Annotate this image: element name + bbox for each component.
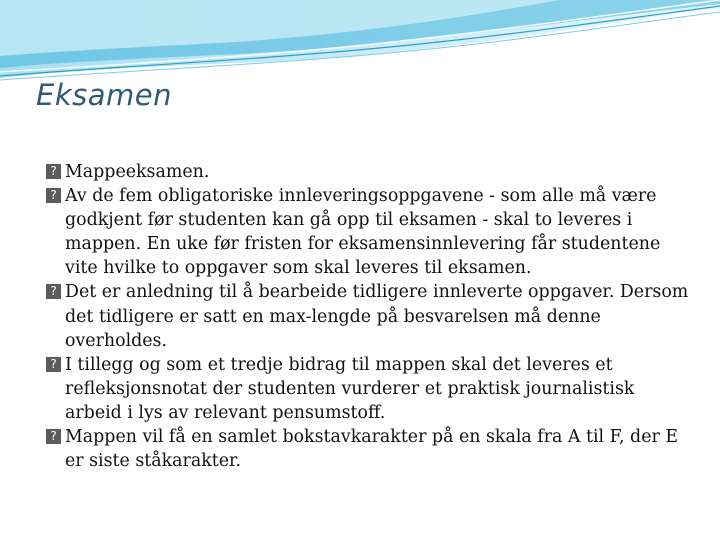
header-wave-decoration — [0, 0, 720, 90]
unknown-glyph-icon: ? — [46, 188, 61, 203]
bullet-item — [46, 160, 696, 184]
unknown-glyph-icon: ? — [46, 164, 61, 179]
bullet-text: Det er anledning til å bearbeide tidligere innleverte oppgaver. Dersom det tidligere er satt en max-lengde på besvarelsen må denne overholdes. — [65, 282, 689, 351]
slide-title: Eksamen — [36, 78, 172, 112]
bullet-item — [46, 280, 696, 352]
unknown-glyph-icon: ? — [46, 284, 61, 299]
bullet-item — [46, 353, 696, 425]
unknown-glyph-icon: ? — [46, 357, 61, 372]
bullet-text: Mappeeksamen. — [65, 162, 210, 182]
bullet-list — [46, 160, 696, 473]
unknown-glyph-icon: ? — [46, 429, 61, 444]
bullet-item — [46, 184, 696, 280]
bullet-item — [46, 425, 696, 473]
bullet-text: I tillegg og som et tredje bidrag til mappen skal det leveres et refleksjonsnotat der studenten vurderer et praktisk journalistisk arbeid i lys av relevant pensumstoff. — [65, 354, 635, 423]
bullet-text: Mappen vil få en samlet bokstavkarakter på en skala fra A til F, der E er siste ståkarakter. — [65, 427, 679, 472]
bullet-text: Av de fem obligatoriske innleveringsoppgavene - som alle må være godkjent før studenten kan gå opp til eksamen - skal to leveres i mappen. En uke før fristen for eksamensinnlevering får studentene vite hvilke to oppgaver som skal leveres til eksamen. — [65, 186, 661, 279]
